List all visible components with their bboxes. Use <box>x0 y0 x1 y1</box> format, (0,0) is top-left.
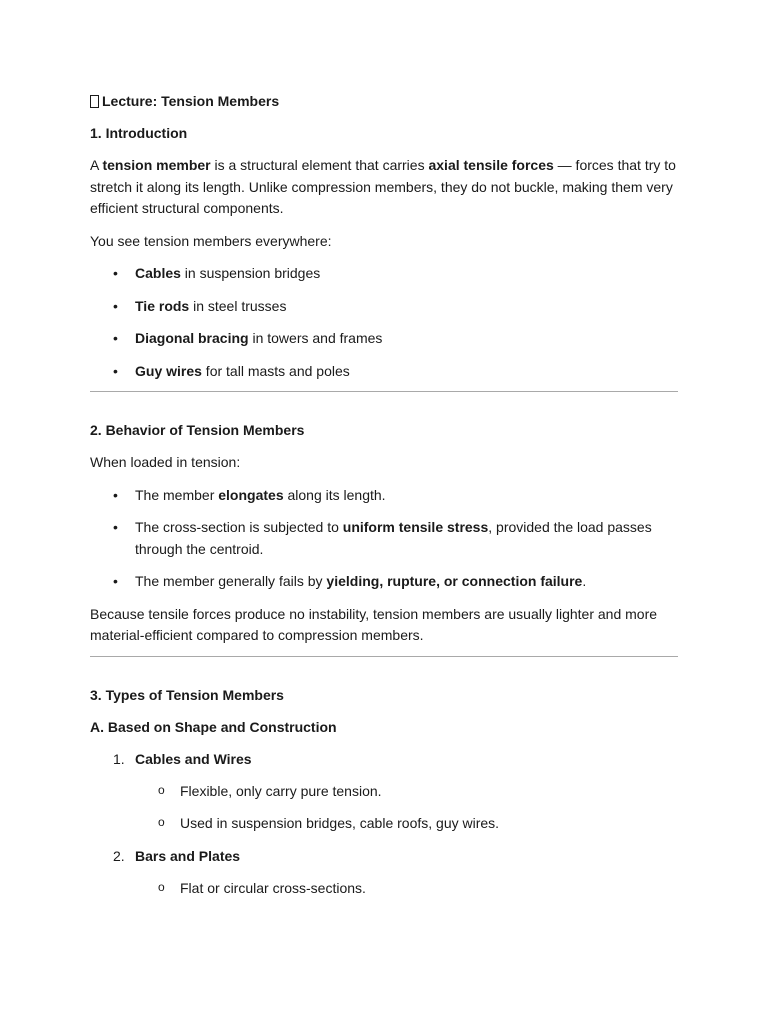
item-text: The member generally fails by <box>135 573 327 589</box>
sub-list-item <box>90 878 680 900</box>
list-item <box>90 485 680 507</box>
lecture-title <box>90 91 680 112</box>
item-text: in steel trusses <box>189 297 287 314</box>
types-list <box>90 749 680 900</box>
item-bold: Diagonal bracing <box>135 330 249 346</box>
intro-text-d: — forces that try to stretch it along its length. Unlike compression members, they do not buckle, making them very efficient structural components. <box>90 157 676 216</box>
section-heading-behavior: 2. Behavior of Tension Members <box>90 422 305 438</box>
bullet-icon: • <box>113 486 118 503</box>
document-content <box>90 91 680 910</box>
item-text: The member <box>135 486 219 503</box>
list-item <box>90 263 680 285</box>
item-text: for tall masts and poles <box>201 362 350 379</box>
subheading-shape-construction: A. Based on Shape and Construction <box>90 718 337 735</box>
sub-item-text: Flexible, only carry pure tension. <box>180 782 382 799</box>
item-text: in towers and frames <box>248 330 383 346</box>
intro-bold-axial-forces: axial tensile forces <box>428 157 554 173</box>
bullet-icon: • <box>113 519 118 535</box>
bullet-icon: • <box>113 573 118 589</box>
section-divider <box>90 656 678 657</box>
book-icon <box>90 95 99 108</box>
item-text: The cross-section is subjected to <box>135 519 343 535</box>
list-item <box>90 749 680 835</box>
sub-list-item <box>90 781 680 803</box>
examples-list <box>90 263 680 382</box>
list-item <box>90 571 680 593</box>
list-number: 1. <box>113 750 125 767</box>
section-heading-types: 3. Types of Tension Members <box>90 686 284 703</box>
intro-paragraph <box>90 155 680 220</box>
bullet-icon: • <box>113 297 118 314</box>
intro-bold-tension-member: tension member <box>102 157 211 173</box>
item-text: in suspension bridges <box>180 265 321 281</box>
item-text: , provided the load passes through the centroid. <box>135 519 652 557</box>
behavior-list <box>90 485 680 593</box>
sub-list <box>90 781 680 835</box>
behavior-intro: When loaded in tension: <box>90 454 241 470</box>
behavior-summary: Because tensile forces produce no instability, tension members are usually lighter and more material-efficient compared to compression members. <box>90 605 658 643</box>
item-bold: Cables <box>135 265 181 281</box>
section-heading-introduction: 1. Introduction <box>90 125 188 141</box>
item-bold: yielding, rupture, or connection failure <box>326 573 583 589</box>
sub-bullet-icon: o <box>158 879 165 894</box>
type-title: Bars and Plates <box>135 847 241 864</box>
list-item <box>90 361 680 383</box>
sub-list <box>90 878 680 900</box>
item-bold: uniform tensile stress <box>342 519 489 535</box>
sub-bullet-icon: o <box>158 815 165 829</box>
list-item <box>90 296 680 318</box>
lecture-title-text: Lecture: Tension Members <box>102 93 280 109</box>
item-text: along its length. <box>283 486 386 503</box>
sub-item-text: Used in suspension bridges, cable roofs, guy wires. <box>180 815 500 831</box>
item-bold: elongates <box>218 486 284 503</box>
item-text: . <box>582 573 587 589</box>
bullet-icon: • <box>113 265 118 281</box>
sub-item-text: Flat or circular cross-sections. <box>180 879 366 896</box>
item-bold: Tie rods <box>135 297 190 314</box>
list-item <box>90 517 680 560</box>
list-item <box>90 846 680 900</box>
item-bold: Guy wires <box>135 362 202 379</box>
intro-text-a: A <box>90 157 103 173</box>
sub-bullet-icon: o <box>158 782 165 797</box>
list-number: 2. <box>113 847 125 864</box>
sub-list-item <box>90 813 680 835</box>
bullet-icon: • <box>113 362 118 379</box>
list-item <box>90 328 680 350</box>
examples-intro: You see tension members everywhere: <box>90 232 332 249</box>
type-title: Cables and Wires <box>135 750 252 767</box>
bullet-icon: • <box>113 330 118 346</box>
intro-text-c: is a structural element that carries <box>210 157 429 173</box>
section-divider <box>90 391 678 392</box>
